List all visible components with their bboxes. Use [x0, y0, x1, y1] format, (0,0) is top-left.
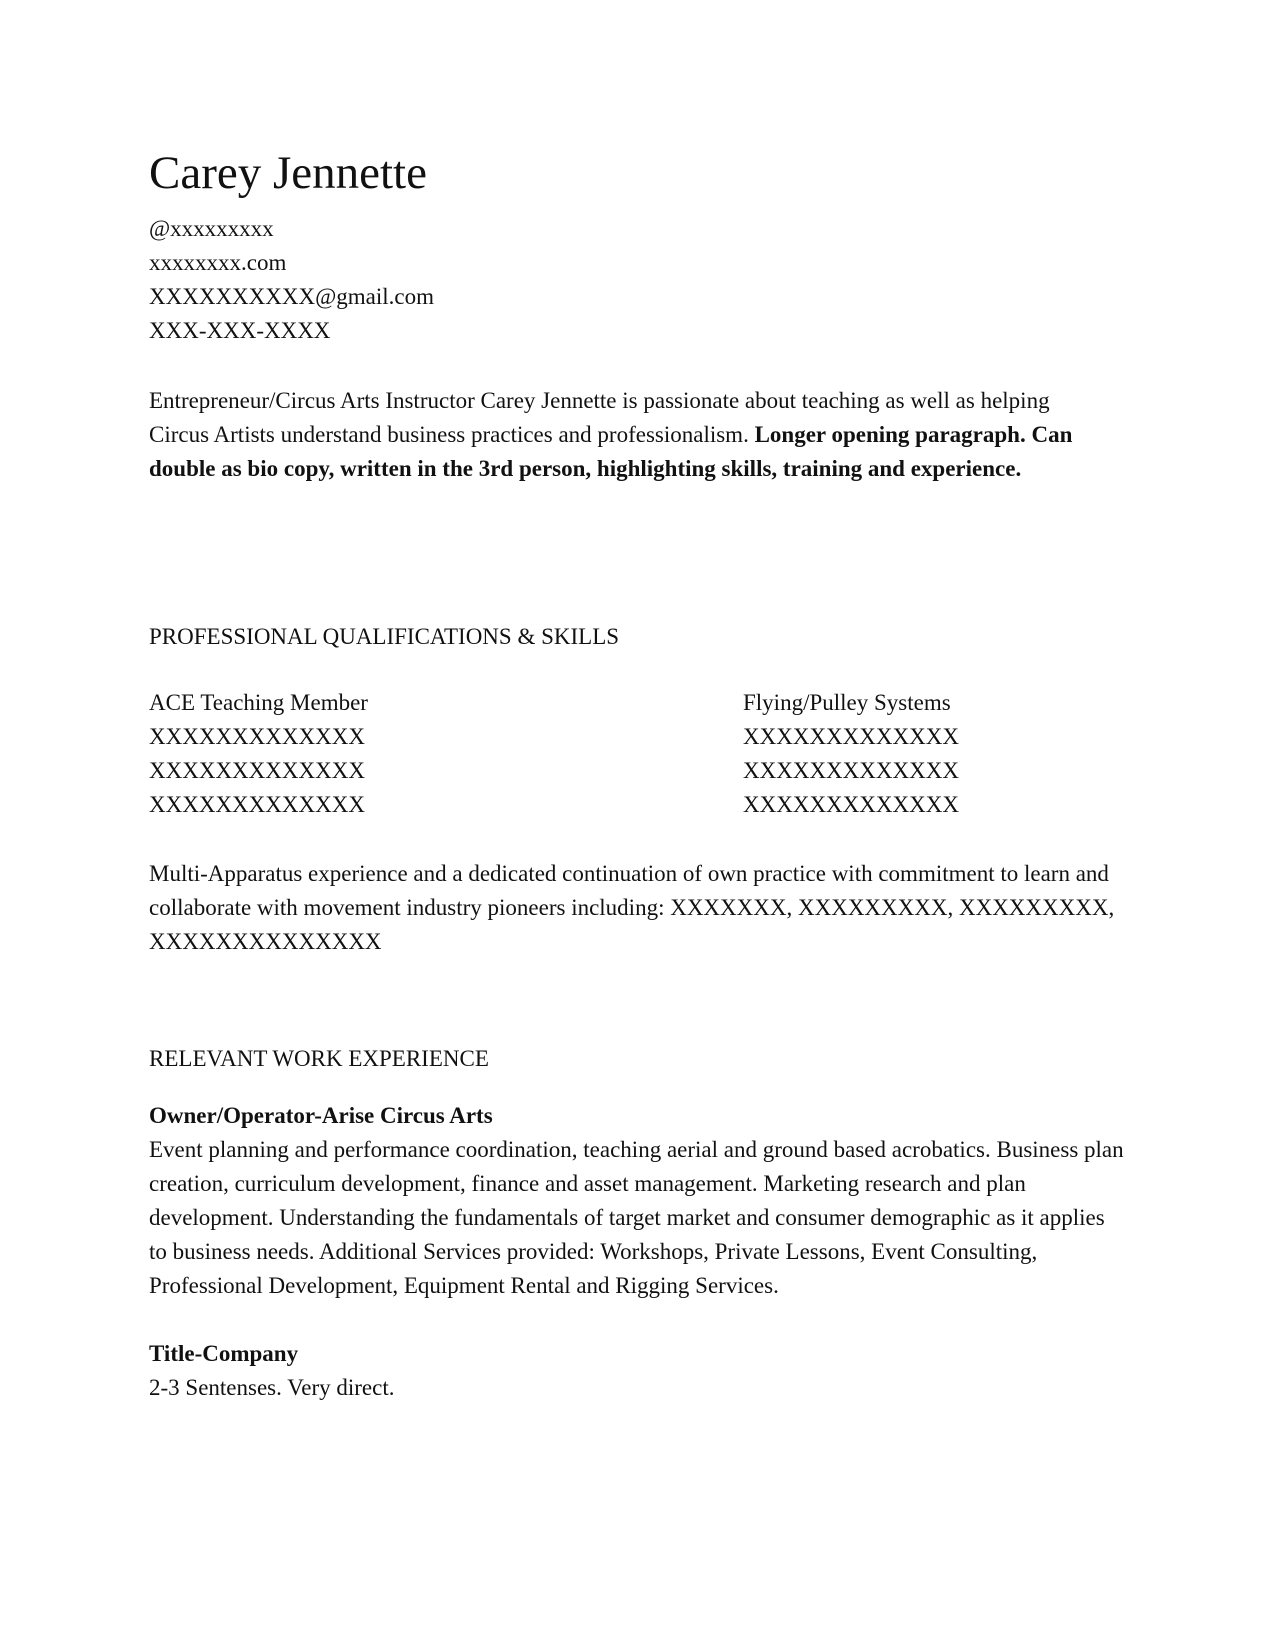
qualification-item: XXXXXXXXXXXXX: [149, 792, 365, 817]
intro-bold-text: Longer opening paragraph. Can double as bio copy, written in the 3rd person, highlighting skills, training and experience.: [149, 422, 1073, 481]
contact-phone: XXX-XXX-XXXX: [149, 318, 331, 343]
contact-handle: @xxxxxxxxx: [149, 216, 274, 241]
job-entry: [149, 1337, 1124, 1405]
job-title: Owner/Operator-Arise Circus Arts: [149, 1103, 493, 1128]
contact-website: xxxxxxxx.com: [149, 250, 287, 275]
intro-plain-text: Entrepreneur/Circus Arts Instructor Carey Jennette is passionate about teaching as well as helping Circus Artists understand business practices and professionalism.: [149, 388, 1050, 447]
qualification-item: XXXXXXXXXXXXX: [149, 724, 365, 749]
qualification-item: XXXXXXXXXXXXX: [743, 724, 959, 749]
qualification-item: Flying/Pulley Systems: [743, 690, 951, 715]
job-entry: [149, 1099, 1124, 1303]
contact-email: XXXXXXXXXX@gmail.com: [149, 284, 435, 309]
experience-heading: RELEVANT WORK EXPERIENCE: [149, 1046, 489, 1071]
qualifications-left-column: [149, 686, 368, 822]
qualifications-summary: Multi-Apparatus experience and a dedicated continuation of own practice with commitment to learn and collaborate with movement industry pioneers including: XXXXXXX, XXXXXXXXX, XXXXXXXXX, XXXXXXXXXXXXXX: [149, 861, 1115, 954]
qualification-item: XXXXXXXXXXXXX: [149, 758, 365, 783]
job-description: 2-3 Sentenses. Very direct.: [149, 1375, 395, 1400]
qualifications-right-column: [743, 686, 959, 822]
qualification-item: XXXXXXXXXXXXX: [743, 792, 959, 817]
qualification-item: ACE Teaching Member: [149, 690, 368, 715]
qualification-item: XXXXXXXXXXXXX: [743, 758, 959, 783]
contact-block: [149, 212, 434, 348]
qualifications-heading: PROFESSIONAL QUALIFICATIONS & SKILLS: [149, 624, 620, 649]
intro-paragraph: [149, 384, 1109, 486]
job-title: Title-Company: [149, 1341, 299, 1366]
resume-name: Carey Jennette: [149, 147, 427, 199]
job-description: Event planning and performance coordination, teaching aerial and ground based acrobatics. Business plan creation, curriculum development, finance and asset management. Marketing research and plan development. Understanding the fundamentals of target market and consumer demographic as it applies to business needs. Additional Services provided: Workshops, Private Lessons, Event Consulting, Professional Development, Equipment Rental and Rigging Services.: [149, 1137, 1124, 1298]
